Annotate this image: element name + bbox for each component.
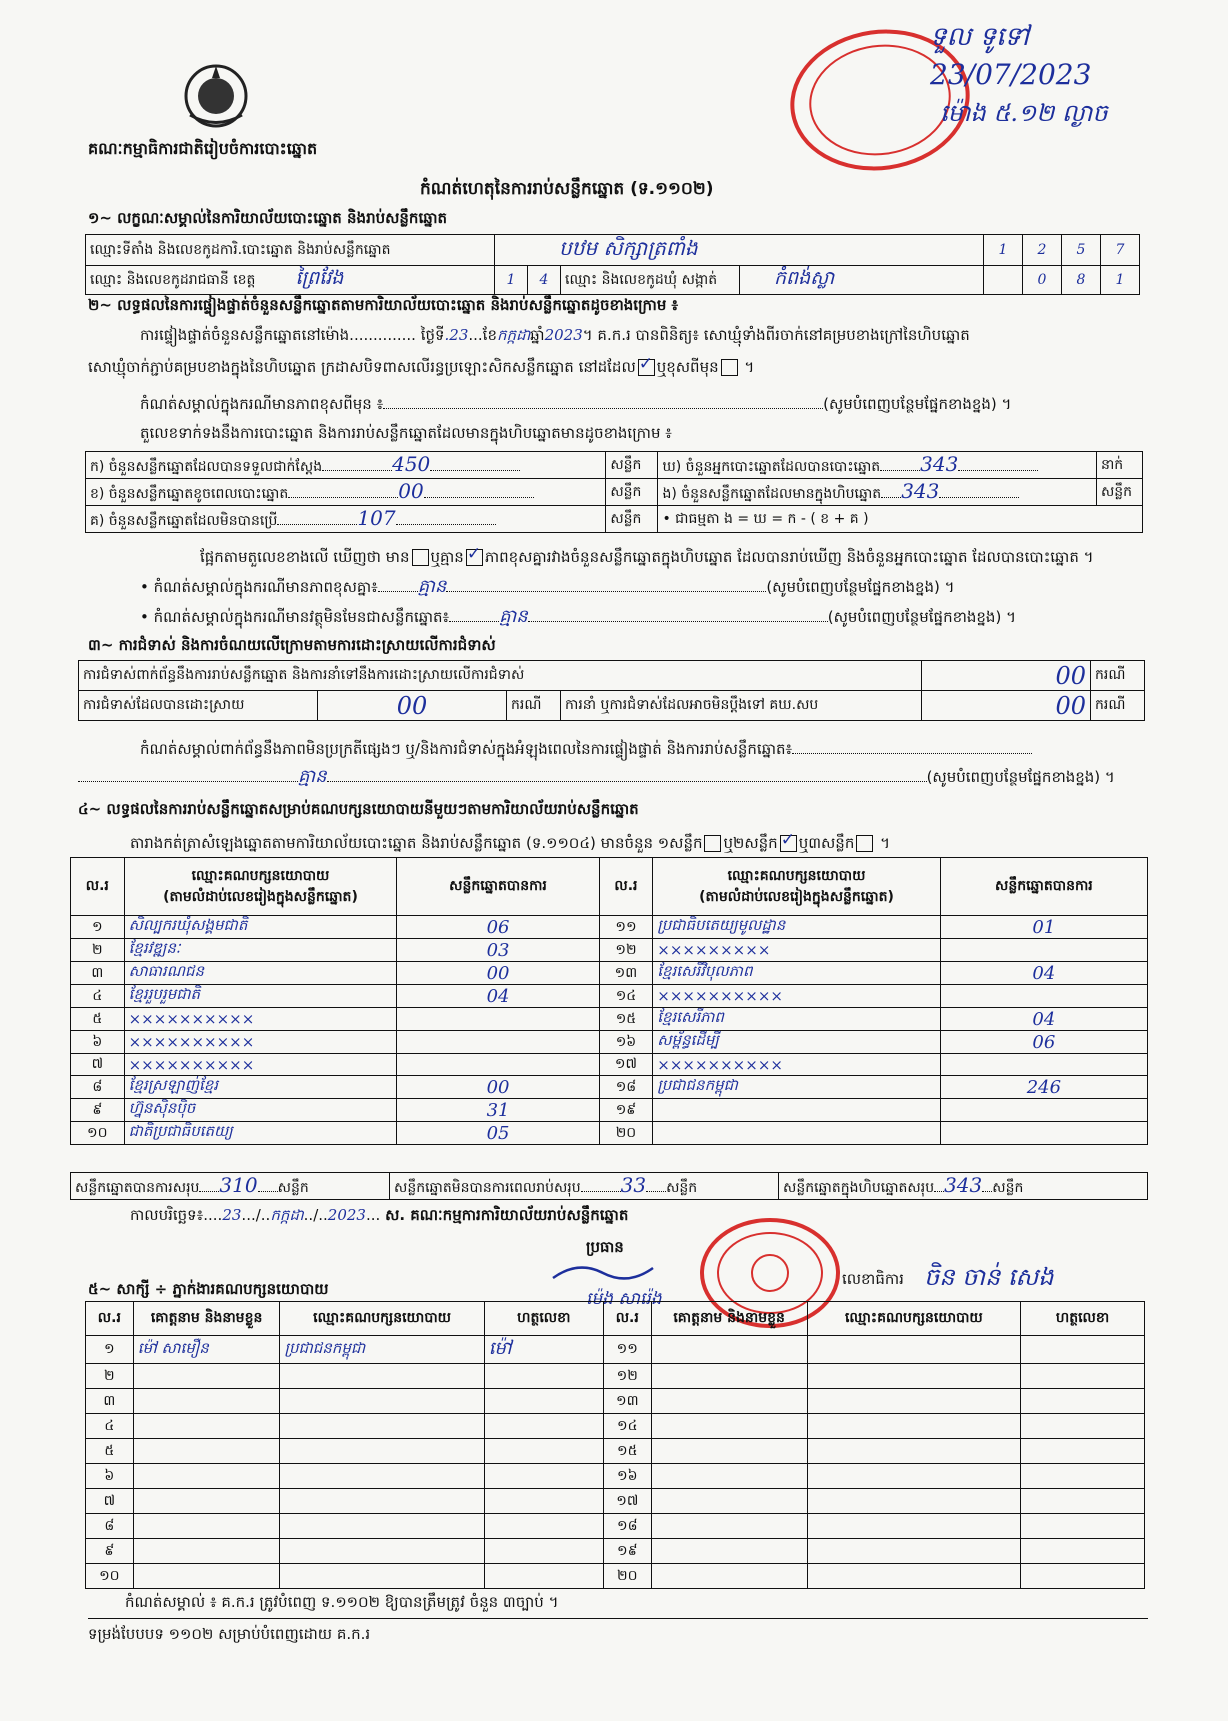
table-row	[86, 1336, 1145, 1364]
value-kh: 00	[398, 479, 424, 503]
empty-cell	[651, 1389, 807, 1414]
empty-cell	[651, 1514, 807, 1539]
row1-label: ឈ្មោះទីតាំង និងលេខកូដការិ.បោះឆ្នោត និងរាប់សន្លឹកឆ្នោត	[86, 235, 495, 266]
section3-note: កំណត់សម្គាល់ពាក់ព័ន្ធនឹងភាពមិនប្រក្រតីផ្សេងៗ ឬ/និងការជំទាស់ក្នុងអំឡុងពេលនៃការផ្ទៀងផ្ទាត់ និងការរាប់សន្លឹកឆ្នោត៖	[140, 740, 1032, 758]
section2-p3: កំណត់សម្គាល់ក្នុងករណីមានភាពខុសពីមុន ៖ (សូមបំពេញបន្ថែមផ្នែកខាងខ្នង) ។	[140, 395, 1012, 413]
empty-cell	[651, 1414, 807, 1439]
party-name: ខ្មែរសេរីវិបុលភាព	[657, 962, 753, 980]
table-row	[71, 1076, 1148, 1099]
chair-title: ប្រធាន	[586, 1238, 624, 1256]
row-number: ១៧	[616, 1492, 639, 1509]
vote-count: 06	[1032, 1031, 1056, 1053]
row-number: ៣	[103, 1392, 116, 1409]
party-name: សម្ព័ន្ធដើម្បី	[657, 1031, 719, 1049]
table-row	[71, 985, 1148, 1008]
row1-code-2: 2	[1023, 235, 1062, 266]
table-row	[71, 916, 1148, 939]
table-row	[71, 1008, 1148, 1031]
row-number: ១៥	[617, 1442, 638, 1459]
row-number: ១៥	[615, 1010, 637, 1027]
row-number: ២០	[617, 1567, 638, 1584]
empty-cell	[1021, 1539, 1145, 1564]
chair-name: ម៉េង សារ៉េង	[586, 1289, 662, 1309]
party-name: ×××××××××	[657, 941, 771, 959]
row2-value: ព្រៃវែង	[295, 267, 344, 289]
row-number: ១១	[615, 918, 637, 935]
committee-name: គណៈកម្មាធិការជាតិរៀបចំការបោះឆ្នោត	[88, 139, 318, 158]
party-name: សិល្បករឃុំសង្គមជាតិ	[128, 916, 248, 934]
empty-cell	[807, 1364, 1020, 1389]
vote-count: 04	[1032, 962, 1056, 984]
table-row	[71, 962, 1148, 985]
row2-code-1: 1	[495, 266, 528, 295]
table-row	[86, 1539, 1145, 1564]
note-non-ballot: • កំណត់សម្គាល់ក្នុងករណីមានវត្ថុមិនមែនជាសន្លឹកឆ្នោត៖ គ្មាន (សូមបំពេញបន្ថែមផ្នែកខាងខ្នង) ។	[140, 606, 1016, 627]
table-row	[86, 1464, 1145, 1489]
empty-cell	[1021, 1414, 1145, 1439]
vote-count: 05	[486, 1122, 510, 1144]
vote-count: 246	[1026, 1076, 1062, 1098]
section2-p4: តួលេខទាក់ទងនឹងការបោះឆ្នោត និងការរាប់សន្លឹកឆ្នោតដែលមានក្នុងហិបឆ្នោតមានដូចខាងក្រោម ៖	[140, 424, 672, 442]
row-number: ៥	[104, 1442, 115, 1459]
party-name: ប្រជាធិបតេយ្យមូលដ្ឋាន	[657, 916, 786, 934]
report-date: កាលបរិច្ឆេទ៖....23.../..កក្កដា../..2023... ស. គណៈកម្មការការិយាល័យរាប់សន្លឹកឆ្នោត	[130, 1206, 629, 1224]
secretary-label: លេខាធិការ	[842, 1270, 904, 1288]
row-number: ១៨	[615, 1078, 637, 1095]
party-name: ប្រជាជនកម្ពុជា	[657, 1076, 738, 1094]
totals-row: សន្លឹកឆ្នោតបានការសរុប 310 សន្លឹក សន្លឹកឆ្នោតមិនបានការពេលរាប់សរុប 33 សន្លឹក សន្លឹកឆ្នោតក្នុងហិបឆ្នោតសរុប 343 សន្លឹក	[70, 1172, 1148, 1200]
table-row	[86, 1439, 1145, 1464]
row-number: ១	[104, 1341, 115, 1357]
table-row	[86, 1364, 1145, 1389]
row-number: ១២	[615, 941, 637, 958]
section5-heading: ៥~ សាក្សី ÷ ភ្នាក់ងារគណបក្សនយោបាយ	[88, 1280, 329, 1298]
party-name: ××××××××××	[128, 1055, 255, 1074]
sheets-1-checkbox[interactable]	[704, 835, 721, 852]
discrepancy-yes-checkbox[interactable]	[412, 549, 429, 566]
empty-cell	[807, 1514, 1020, 1539]
row-number: ១៦	[615, 1033, 637, 1050]
table-row	[71, 1031, 1148, 1054]
row-number: ១៩	[617, 1542, 638, 1559]
row2-label: ឈ្មោះ និងលេខកូដរាជធានី ខេត្ត	[90, 272, 256, 288]
vote-count: 00	[486, 1076, 510, 1098]
table-row	[86, 1389, 1145, 1414]
objections-resolved: 00	[396, 691, 428, 720]
empty-cell	[807, 1414, 1020, 1439]
empty-cell	[1021, 1389, 1145, 1414]
row-number: ៩	[104, 1542, 115, 1559]
row-number: ៨	[92, 1078, 103, 1095]
table-row	[86, 1414, 1145, 1439]
section2-heading: ២~ លទ្ធផលនៃការផ្ទៀងផ្ទាត់ចំនួនសន្លឹកឆ្នោតតាមការិយាល័យបោះឆ្នោត និងរាប់សន្លឹកឆ្នោតដូចខាងក្រោម ៖	[88, 296, 679, 314]
vote-count: 06	[486, 916, 510, 938]
value-gh: 343	[920, 452, 959, 476]
vote-count: 01	[1032, 916, 1056, 938]
empty-cell	[807, 1539, 1020, 1564]
total-box: 343	[944, 1173, 983, 1197]
formula: ជាធម្មតា ង = ឃ = ក - ( ខ + គ )	[675, 510, 869, 527]
row-number: ៤	[104, 1417, 115, 1434]
table-row	[86, 1564, 1145, 1589]
empty-cell	[1021, 1464, 1145, 1489]
witness-party: ប្រជាជនកម្ពុជា	[284, 1338, 366, 1357]
vote-count: 04	[1032, 1008, 1056, 1030]
section4-heading: ៤~ លទ្ធផលនៃការរាប់សន្លឹកឆ្នោតសម្រាប់គណបក្សនយោបាយនីមួយៗតាមការិយាល័យរាប់សន្លឹកឆ្នោត	[78, 800, 639, 818]
discrepancy-no-checkbox[interactable]	[466, 549, 483, 566]
table-row	[71, 1099, 1148, 1122]
stamp-line1: ទួល ទូទៅ	[930, 22, 1030, 52]
row-number: ១៣	[614, 964, 638, 981]
empty-cell	[807, 1489, 1020, 1514]
row-number: ៤	[92, 987, 103, 1004]
empty-cell	[1021, 1514, 1145, 1539]
row-number: ១៤	[615, 987, 637, 1004]
objections-forwarded: 00	[1055, 691, 1086, 720]
objections-table: ការជំទាស់ពាក់ព័ន្ធនឹងការរាប់សន្លឹកឆ្នោត និងការនាំទៅនឹងការដោះស្រាយលើការជំទាស់ 00 ករណី ការជំទាស់ដែលបានដោះស្រាយ 00 ករណី ការនាំ ឬការជំទាស់ដែលអាចមិនប្តឹងទៅ គឃ.សប 00 ករណី	[78, 660, 1145, 721]
empty-cell	[807, 1389, 1020, 1414]
empty-cell	[651, 1464, 807, 1489]
row2-commune-code-3: 1	[1101, 266, 1140, 295]
table-row	[71, 939, 1148, 962]
row-number: ៥	[92, 1010, 103, 1027]
section2-p5: ផ្អែកតាមតួលេខខាងលើ ឃើញថា មាន ឬគ្មាន✓ ភាពខុសគ្នារវាងចំនួនសន្លឹកឆ្នោតក្នុងហិបឆ្នោត ដែលបានរាប់ឃើញ និងចំនួនអ្នកបោះឆ្នោត ដែលបានបោះឆ្នោត ។	[200, 548, 1094, 566]
empty-cell	[807, 1564, 1020, 1589]
party-name: ××××××××××	[657, 987, 783, 1005]
row1-code-1: 1	[984, 235, 1023, 266]
chair-signature	[548, 1258, 658, 1288]
vote-count: 04	[486, 985, 510, 1007]
vote-count: 03	[486, 939, 510, 961]
row-number: ១៧	[614, 1056, 637, 1072]
empty-cell	[807, 1336, 1020, 1364]
empty-cell	[807, 1464, 1020, 1489]
empty-cell	[1021, 1439, 1145, 1464]
secretary-name: ចិន ចាន់ សេង	[924, 1263, 1054, 1291]
footer: ទម្រង់បែបបទ ១១០២ សម្រាប់បំពេញដោយ គ.ក.រ	[88, 1625, 371, 1643]
party-name: ខ្មែរវឌ្ឍនៈ	[128, 939, 181, 957]
vote-count: 00	[486, 962, 510, 984]
section1-table	[85, 234, 1140, 295]
row-number: ១៦	[617, 1467, 638, 1484]
empty-cell	[651, 1564, 807, 1589]
row-number: ១០	[99, 1567, 120, 1584]
witness-name: ម៉ៅ សាមឿន	[137, 1338, 209, 1357]
table-row	[71, 1054, 1148, 1076]
form-title: កំណត់ហេតុនៃការរាប់សន្លឹកឆ្នោត (ទ.១១០២)	[420, 179, 714, 199]
table-row	[86, 1489, 1145, 1514]
party-name: ជាតិប្រជាធិបតេយ្យ	[128, 1122, 233, 1140]
empty-cell	[651, 1439, 807, 1464]
empty-cell	[1021, 1364, 1145, 1389]
row-number: ៧	[91, 1056, 104, 1072]
row-number: ៦	[92, 1033, 103, 1050]
empty-cell	[651, 1336, 807, 1364]
row2-commune-code-1: 0	[1023, 266, 1062, 295]
section3-heading: ៣~ ការជំទាស់ និងការចំណយលើក្រោមតាមការដោះស្រាយលើការជំទាស់	[88, 636, 496, 654]
vote-count: 31	[486, 1099, 510, 1121]
row-number: ៨	[104, 1517, 115, 1534]
witness-table: ល.រ គោត្តនាម និងនាមខ្លួន ឈ្មោះគណបក្សនយោបាយ ហត្ថលេខា ល.រ គោត្តនាម និងនាមខ្លួន ឈ្មោះគណបក្សនយោបាយ ហត្ថលេខា ១ ម៉ៅ សាមឿន ប្រជាជនកម្ពុជា ម៉ៅ ១១ ២ ១២ ៣ ១៣ ៤ ១៤ ៥ ១៥ ៦ ១៦ ៧ ១៧ ៨ ១៨ ៩ ១៩ ១០ ២០	[85, 1301, 1145, 1589]
row-number: ២០	[615, 1124, 637, 1141]
empty-cell	[651, 1489, 807, 1514]
value-k: 450	[392, 452, 431, 476]
votes-table: ល.រ ឈ្មោះគណបក្សនយោបាយ (តាមលំដាប់លេខរៀងក្នុងសន្លឹកឆ្នោត) សន្លឹកឆ្នោតបានការ ល.រ ឈ្មោះគណបក្សនយោបាយ (តាមលំដាប់លេខរៀងក្នុងសន្លឹកឆ្នោត) សន្លឹកឆ្នោតបានការ ១ សិល្បករឃុំសង្គមជាតិ 06 ១១ ប្រជាធិបតេយ្យមូលដ្ឋាន 01 ២ ខ្មែរវឌ្ឍនៈ 03 ១២ ××××××××× ៣ សាធារណជន 00 ១៣ ខ្មែរសេរីវិបុលភាព 04 ៤ ខ្មែររួបរួមជាតិ 04 ១៤ ×××××××××× ៥ ×××××××××× ១៥ ខ្មែរសេរីភាព 04 ៦ ×××××××××× ១៦ សម្ព័ន្ធដើម្បី 06 ៧ ×××××××××× ១៧ ×××××××××× ៨ ខ្មែរស្រឡាញ់ខ្មែរ 00 ១៨ ប្រជាជនកម្ពុជា 246 ៩ ហ្វ៊ុនស៊ិនប៉ិច 31 ១៩ ១០ ជាតិប្រជាធិបតេយ្យ 05 ២០	[70, 857, 1148, 1145]
table-row	[71, 1122, 1148, 1145]
section5-note: កំណត់សម្គាល់ ៖ គ.ក.រ ត្រូវបំពេញ ទ.១១០២ ឱ្យបានត្រឹមត្រូវ ចំនួន ៣ច្បាប់ ។	[125, 1593, 559, 1611]
row2-commune-label: ឈ្មោះ និងលេខកូដឃុំ សង្កាត់	[561, 266, 740, 295]
empty-cell	[1021, 1489, 1145, 1514]
objections-total: 00	[1055, 661, 1086, 690]
sheets-3-checkbox[interactable]	[856, 835, 873, 852]
party-name: ហ្វ៊ុនស៊ិនប៉ិច	[128, 1099, 196, 1117]
row2-code-2: 4	[528, 266, 561, 295]
stamp-time: ម៉ោង ៥.១២ ល្ងាច	[940, 99, 1108, 127]
row-number: ១០	[87, 1124, 108, 1141]
empty-cell	[1021, 1336, 1145, 1364]
row-number: ១៩	[615, 1101, 637, 1118]
row-number: ១៤	[617, 1417, 638, 1434]
section2-p1: ការផ្ទៀងផ្ទាត់ចំនួនសន្លឹកឆ្នោតនៅម៉ោង.............. ថ្ងៃទី.23...ខែកក្កដាឆ្នាំ2023។ គ.ក.រ បានពិនិត្យ៖ សោឃ្មុំទាំងពីរចាក់នៅគម្របខាងក្រៅនៃហិបឆ្នោត	[140, 326, 970, 344]
value-ng: 343	[901, 479, 940, 503]
table-row	[86, 1514, 1145, 1539]
party-name: ខ្មែររួបរួមជាតិ	[128, 985, 201, 1003]
empty-cell	[1021, 1564, 1145, 1589]
row-number: ៩	[92, 1101, 103, 1118]
sheets-2-checkbox[interactable]	[780, 835, 797, 852]
section2-p2: សោឃ្មុំចាក់ភ្ជាប់គម្របខាងក្នុងនៃហិបឆ្នោត ក្រដាសបិទពាសលើរន្ធប្រឡោះសិកសន្លឹកឆ្នោត នៅដដែល✓ ឬខុសពីមុន ។	[88, 358, 754, 376]
empty-cell	[651, 1539, 807, 1564]
row-number: ៧	[103, 1492, 116, 1509]
footer-divider	[88, 1618, 1148, 1619]
row-number: ២	[92, 941, 103, 958]
national-emblem	[180, 60, 252, 132]
party-name: ខ្មែរស្រឡាញ់ខ្មែរ	[128, 1076, 219, 1094]
section4-intro: តារាងកត់ត្រាសំឡេងឆ្នោតតាមការិយាល័យបោះឆ្នោត និងរាប់សន្លឹកឆ្នោត (ទ.១១០៤) មានចំនួន ១សន្លឹក ឬ២សន្លឹក✓ ឬ៣សន្លឹក ។	[130, 834, 890, 852]
row-number: ១៨	[617, 1517, 638, 1534]
party-name: ××××××××××	[128, 1010, 255, 1028]
row-number: ១១	[616, 1341, 638, 1357]
section1-heading: ១~ លក្ខណៈសម្គាល់នៃការិយាល័យបោះឆ្នោត និងរាប់សន្លឹកឆ្នោត	[88, 209, 448, 227]
party-name: សាធារណជន	[128, 962, 205, 980]
row-number: ១	[92, 918, 103, 935]
total-invalid: 33	[620, 1173, 647, 1197]
witness-signature: ម៉ៅ	[488, 1338, 512, 1359]
empty-cell	[651, 1364, 807, 1389]
stamp-date: 23/07/2023	[930, 58, 1092, 91]
row1-value: បឋម សិក្សាត្រពាំង	[559, 236, 698, 260]
row-number: ១៣	[615, 1392, 639, 1409]
row1-code-3: 5	[1062, 235, 1101, 266]
counts-table: ក) ចំនួនសន្លឹកឆ្នោតដែលបានទទួលជាក់ស្តែង 450 សន្លឹក ឃ) ចំនួនអ្នកបោះឆ្នោតដែលបានបោះឆ្នោត 343 នាក់ ខ) ចំនួនសន្លឹកឆ្នោតខូចពេលបោះឆ្នោត 00 សន្លឹក ង) ចំនួនសន្លឹកឆ្នោតដែលមានក្នុងហិបឆ្នោត 343 សន្លឹក គ) ចំនួនសន្លឹកឆ្នោតដែលមិនបានប្រើ 107 សន្លឹក • ជាធម្មតា ង = ឃ = ក - ( ខ + គ )	[85, 451, 1143, 533]
row2-commune-value: កំពង់ស្លា	[774, 267, 835, 289]
row1-code-4: 7	[1101, 235, 1140, 266]
row-number: ៦	[104, 1467, 115, 1484]
value-ko: 107	[357, 506, 396, 530]
row2-commune-code-2: 8	[1062, 266, 1101, 295]
empty-cell	[807, 1439, 1020, 1464]
party-name: ××××××××××	[128, 1033, 255, 1051]
same-checkbox[interactable]	[638, 359, 655, 376]
section3-note-line2: គ្មាន (សូមបំពេញបន្ថែមផ្នែកខាងខ្នង) ។	[78, 768, 1115, 786]
row-number: ៣	[91, 964, 104, 981]
party-name: ខ្មែរសេរីភាព	[657, 1008, 724, 1026]
party-name: ××××××××××	[657, 1055, 783, 1074]
note-discrepancy: • កំណត់សម្គាល់ក្នុងករណីមានភាពខុសគ្នា៖ គ្មាន (សូមបំពេញបន្ថែមផ្នែកខាងខ្នង) ។	[140, 576, 955, 597]
different-checkbox[interactable]	[721, 359, 738, 376]
total-valid: 310	[219, 1173, 258, 1197]
row-number: ១២	[616, 1367, 638, 1384]
row-number: ២	[104, 1367, 115, 1384]
